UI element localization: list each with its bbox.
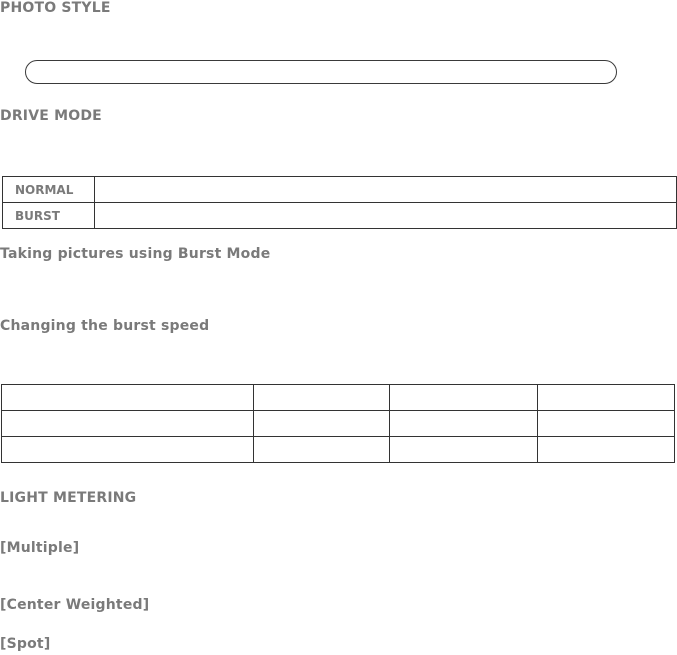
table-cell [538,385,675,411]
drive-mode-table [2,176,677,229]
drive-mode-heading: DRIVE MODE [0,108,102,124]
table-row [3,203,677,229]
table-row [2,411,675,437]
metering-option-spot: [Spot] [0,636,51,652]
table-cell [390,411,538,437]
drive-mode-burst-label: BURST [3,203,95,229]
burst-speed-heading: Changing the burst speed [0,318,210,334]
table-cell [538,411,675,437]
table-row [3,177,677,203]
table-cell [254,385,390,411]
table-cell [2,437,254,463]
photo-style-slider-track[interactable] [25,60,617,84]
table-cell [390,385,538,411]
metering-option-center-weighted: [Center Weighted] [0,597,150,613]
table-cell [254,411,390,437]
light-metering-heading: LIGHT METERING [0,490,137,506]
table-cell [390,437,538,463]
table-cell [254,437,390,463]
table-row [2,385,675,411]
burst-speed-table [1,384,675,463]
drive-mode-burst-value [95,203,677,229]
table-cell [538,437,675,463]
table-cell [2,411,254,437]
drive-mode-normal-label: NORMAL [3,177,95,203]
metering-option-multiple: [Multiple] [0,540,80,556]
table-cell [2,385,254,411]
photo-style-heading: PHOTO STYLE [0,0,111,16]
drive-mode-normal-value [95,177,677,203]
burst-mode-heading: Taking pictures using Burst Mode [0,246,271,262]
table-row [2,437,675,463]
